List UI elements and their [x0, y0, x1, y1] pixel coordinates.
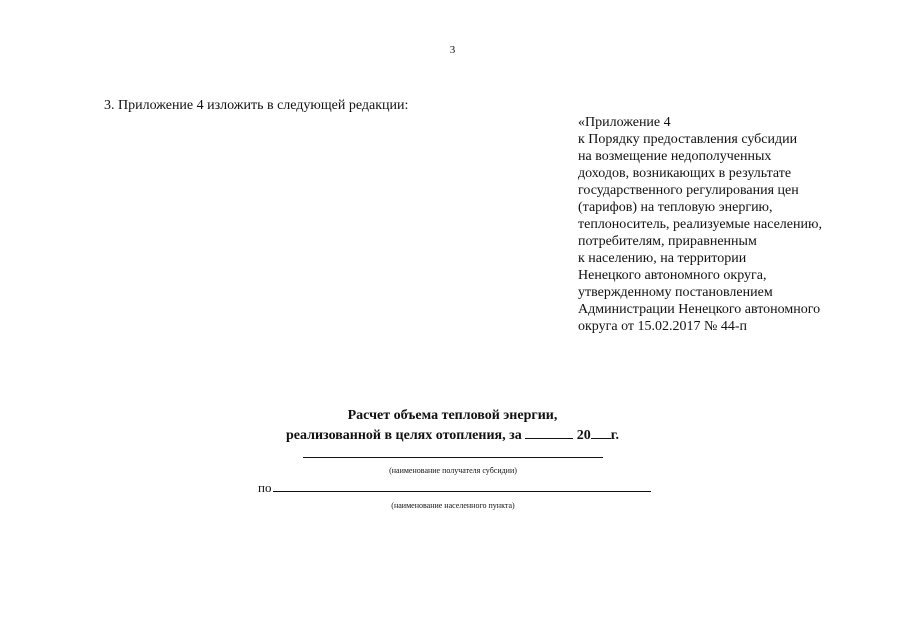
settlement-caption: (наименование населенного пункта) [391, 501, 515, 510]
appendix-line: Администрации Ненецкого автономного [578, 302, 821, 317]
form-title-period-text: реализованной в целях отопления, за [285, 428, 522, 443]
appendix-line: на возмещение недополученных [578, 149, 772, 164]
form-title-year-prefix: 20 [576, 428, 591, 443]
form-title-year-suffix: г. [610, 428, 620, 443]
appendix-header [578, 114, 898, 335]
appendix-line: государственного регулирования цен [578, 183, 799, 198]
period-blank-field[interactable] [525, 425, 573, 439]
page-number: 3 [449, 44, 456, 56]
appendix-line: доходов, возникающих в результате [578, 166, 792, 181]
appendix-line: «Приложение 4 [578, 115, 671, 130]
settlement-label: по [258, 480, 272, 495]
form-title-line-2 [0, 425, 905, 445]
form-title-line-1: Расчет объема тепловой энергии, [347, 408, 558, 423]
settlement-name-field[interactable] [273, 491, 651, 492]
recipient-name-field[interactable] [303, 457, 603, 458]
appendix-line: теплоноситель, реализуемые населению, [578, 217, 822, 232]
appendix-line: потребителям, приравненным [578, 234, 757, 249]
appendix-line: (тарифов) на тепловую энергию, [578, 200, 773, 215]
appendix-line: Ненецкого автономного округа, [578, 268, 767, 283]
recipient-caption: (наименование получателя субсидии) [389, 466, 517, 475]
appendix-line: утвержденному постановлением [578, 285, 773, 300]
appendix-line: к Порядку предоставления субсидии [578, 132, 798, 147]
year-blank-field[interactable] [591, 425, 611, 439]
appendix-line: округа от 15.02.2017 № 44-п [578, 319, 748, 334]
appendix-line: к населению, на территории [578, 251, 747, 266]
item-heading: 3. Приложение 4 изложить в следующей редакции: [104, 98, 409, 113]
form-title [0, 406, 905, 445]
